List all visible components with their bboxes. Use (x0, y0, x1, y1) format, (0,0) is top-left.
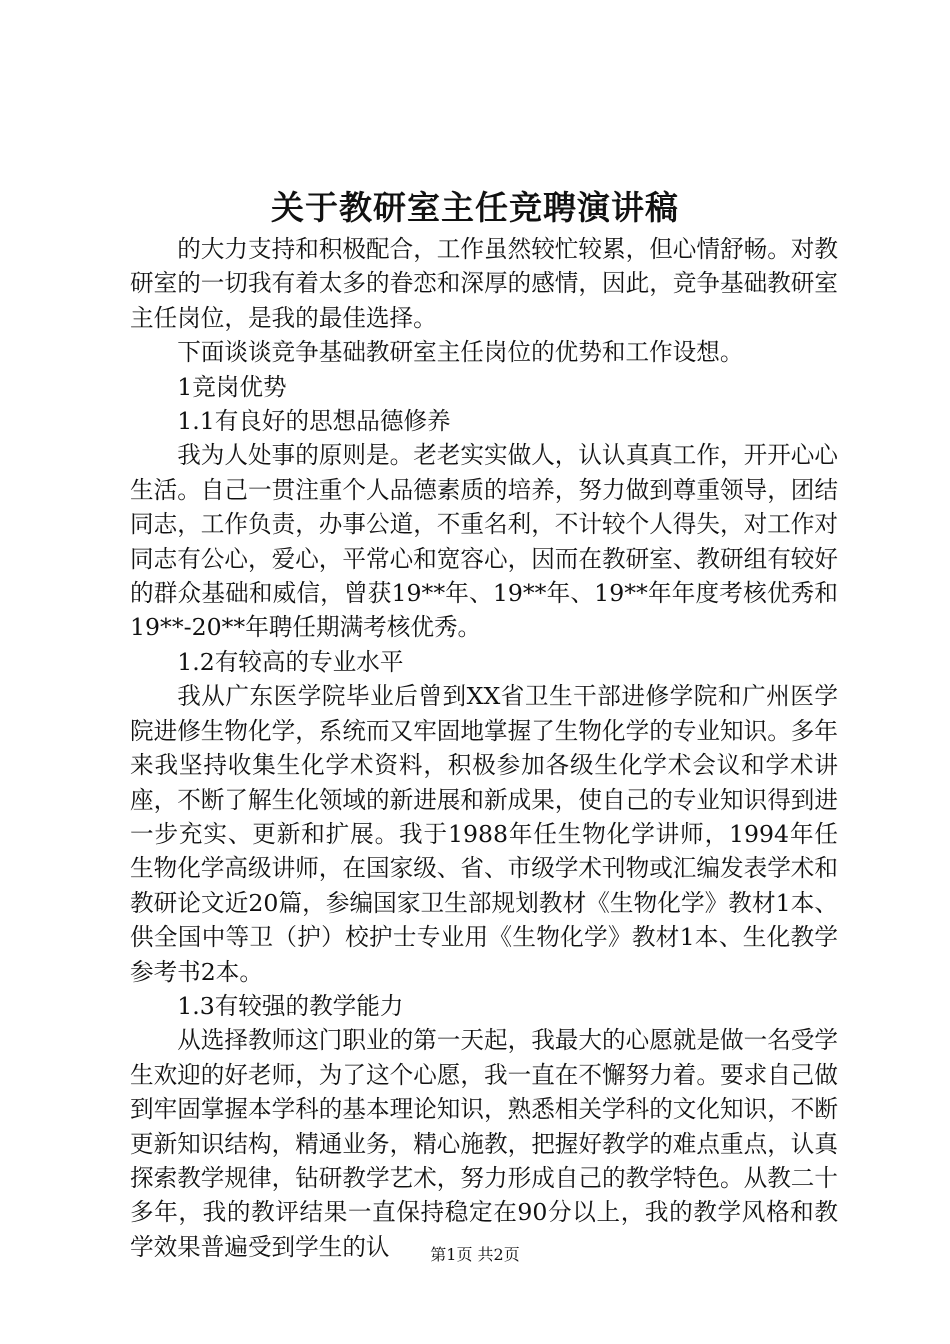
subsection-heading: 1.3有较强的教学能力 (177, 991, 404, 1020)
section-heading: 1竞岗优势 (177, 372, 287, 401)
paragraph: 我从广东医学院毕业后曾到XX省卫生干部进修学院和广州医学院进修生物化学，系统而又牢固地掌握了生物化学的专业知识。多年来我坚持收集生化学术资料，积极参加各级生化学术会议和学术讲座，不断了解生化领域的新进展和新成果，使自己的专业知识得到进一步充实、更新和扩展。我于1988年任生物化学讲师，1994年任生物化学高级讲师，在国家级、省、市级学术刊物或汇编发表学术和教研论文近20篇，参编国家卫生部规划教材《生物化学》教材1本、供全国中等卫（护）校护士专业用《生物化学》教材1本、生化教学参考书2本。 (130, 682, 838, 986)
document-title: 关于教研室主任竞聘演讲稿 (271, 188, 679, 227)
subsection-heading: 1.1有良好的思想品德修养 (177, 407, 451, 436)
document-body (130, 232, 838, 1264)
page-footer: 第1页 共2页 (430, 1245, 520, 1264)
subsection-heading: 1.2有较高的专业水平 (177, 647, 404, 676)
paragraph: 下面谈谈竞争基础教研室主任岗位的优势和工作设想。 (177, 338, 744, 367)
paragraph: 的大力支持和积极配合，工作虽然较忙较累，但心情舒畅。对教研室的一切我有着太多的眷恋和深厚的感情，因此，竞争基础教研室主任岗位，是我的最佳选择。 (130, 235, 838, 332)
paragraph: 我为人处事的原则是。老老实实做人，认认真真工作，开开心心生活。自己一贯注重个人品德素质的培养，努力做到尊重领导，团结同志，工作负责，办事公道，不重名利，不计较个人得失，对工作对同志有公心，爱心，平常心和宽容心，因而在教研室、教研组有较好的群众基础和威信，曾获19**年、19**年、19**年年度考核优秀和19**-20**年聘任期满考核优秀。 (130, 441, 838, 642)
paragraph: 从选择教师这门职业的第一天起，我最大的心愿就是做一名受学生欢迎的好老师，为了这个心愿，我一直在不懈努力着。要求自己做到牢固掌握本学科的基本理论知识，熟悉相关学科的文化知识，不断更新知识结构，精通业务，精心施教，把握好教学的难点重点，认真探索教学规律，钻研教学艺术，努力形成自己的教学特色。从教二十多年，我的教评结果一直保持稳定在90分以上，我的教学风格和教学效果普遍受到学生的认 (130, 1026, 838, 1261)
